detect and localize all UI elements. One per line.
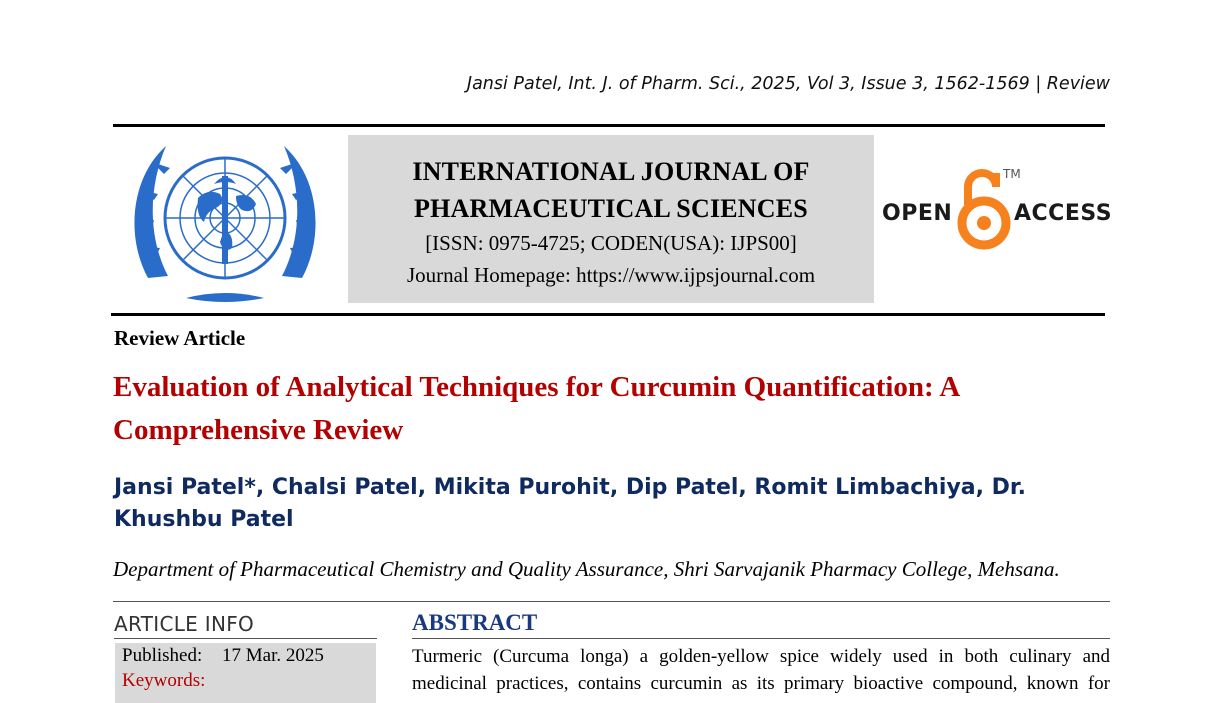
published-label: Published:: [122, 645, 203, 666]
journal-homepage-link[interactable]: Journal Homepage: https://www.ijpsjournal.com: [406, 263, 816, 287]
journal-name-line2: PHARMACEUTICAL SCIENCES: [414, 194, 808, 223]
trademark-mark: TM: [1003, 167, 1021, 181]
open-access-access-word: ACCESS: [1014, 201, 1113, 226]
abstract-text: Turmeric (Curcuma longa) a golden-yellow spice widely used in both culinary and medicinal practices, contains curcumin as its primary bioactive compound, known for: [412, 646, 1110, 694]
article-info-heading: ARTICLE INFO: [114, 612, 377, 639]
un-emblem-logo-icon: [126, 138, 324, 306]
article-type-label: Review Article: [114, 326, 246, 350]
journal-name-line1: INTERNATIONAL JOURNAL OF: [412, 157, 810, 186]
header-rule-bottom: [111, 313, 1105, 316]
author-list: Jansi Patel*, Chalsi Patel, Mikita Purohit, Dip Patel, Romit Limbachiya, Dr. Khushbu Patel: [114, 475, 1026, 532]
abstract-heading: ABSTRACT: [412, 610, 1110, 639]
published-value: 17 Mar. 2025: [222, 645, 324, 666]
published-date-row: [122, 645, 324, 667]
open-access-badge: [880, 165, 1113, 255]
header-rule-top: [113, 124, 1105, 127]
article-title: Evaluation of Analytical Techniques for Curcumin Quantification: A Comprehensive Review: [113, 371, 959, 446]
open-access-open-word: OPEN: [882, 201, 953, 226]
journal-masthead-box: [348, 135, 874, 303]
journal-issn: [ISSN: 0975-4725; CODEN(USA): IJPS00]: [425, 231, 797, 255]
keywords-label: Keywords:: [122, 670, 206, 691]
running-header-citation: Jansi Patel, Int. J. of Pharm. Sci., 2025, Vol 3, Issue 3, 1562-1569 | Review: [466, 74, 1110, 94]
section-divider: [113, 601, 1110, 602]
author-affiliation: Department of Pharmaceutical Chemistry and Quality Assurance, Shri Sarvajanik Pharmacy College, Mehsana.: [113, 557, 1060, 581]
